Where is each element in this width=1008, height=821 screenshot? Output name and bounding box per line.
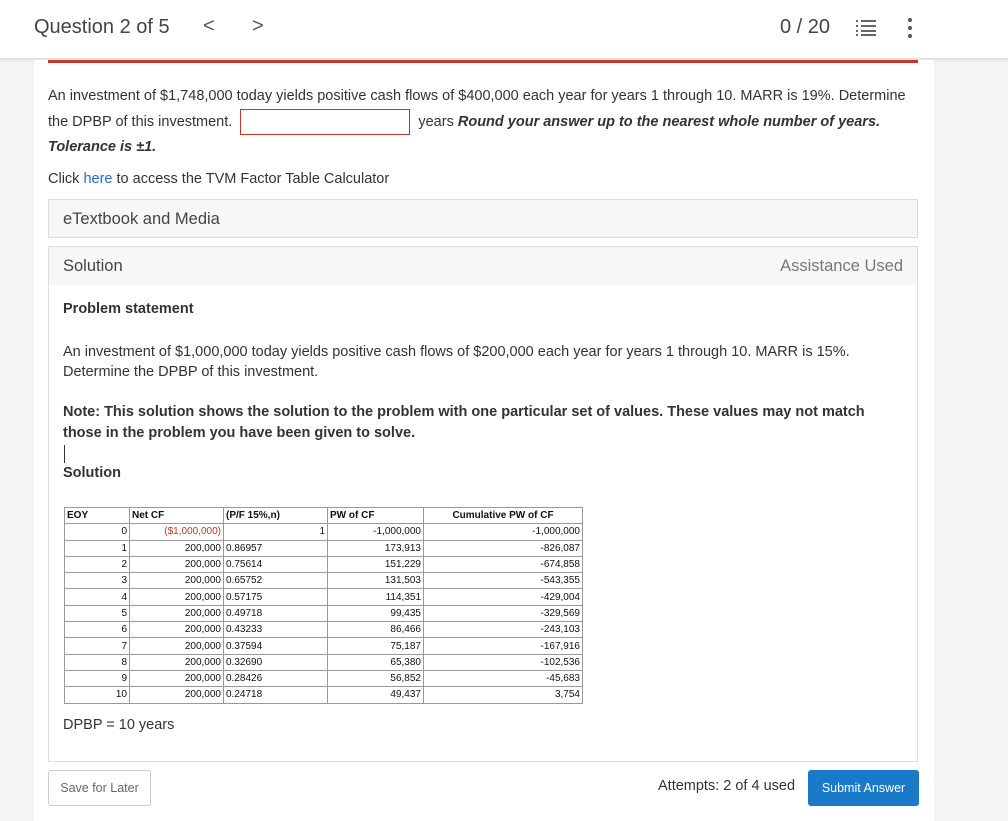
cell-eoy: 8	[65, 654, 130, 670]
cell-eoy: 2	[65, 556, 130, 572]
table-row	[65, 638, 583, 654]
cell-cumulative-pw: -543,355	[424, 573, 583, 589]
header-pw-cf: PW of CF	[328, 508, 424, 524]
submit-answer-button[interactable]: Submit Answer	[808, 770, 919, 806]
dpbp-result: DPBP = 10 years	[63, 717, 175, 733]
cell-pw-cf: 114,351	[328, 589, 424, 605]
cell-cumulative-pw: -243,103	[424, 622, 583, 638]
cell-pw-cf: 151,229	[328, 556, 424, 572]
cell-pw-cf: 86,466	[328, 622, 424, 638]
table-row	[65, 556, 583, 572]
cell-cumulative-pw: -674,858	[424, 556, 583, 572]
cell-eoy: 0	[65, 524, 130, 540]
attempts-counter: Attempts: 2 of 4 used	[658, 778, 796, 794]
etextbook-title: eTextbook and Media	[63, 210, 220, 228]
cell-pw-cf: 75,187	[328, 638, 424, 654]
cell-pf-factor: 0.75614	[224, 556, 328, 572]
cell-cumulative-pw: -429,004	[424, 589, 583, 605]
cell-net-cf: 200,000	[130, 654, 224, 670]
cell-cumulative-pw: -45,683	[424, 670, 583, 686]
tvm-suffix: to access the TVM Factor Table Calculator	[116, 171, 390, 187]
cell-cumulative-pw: -167,916	[424, 638, 583, 654]
cell-net-cf: 200,000	[130, 556, 224, 572]
cell-pf-factor: 0.65752	[224, 573, 328, 589]
cell-net-cf: 200,000	[130, 622, 224, 638]
cell-eoy: 4	[65, 589, 130, 605]
cell-pf-factor: 0.37594	[224, 638, 328, 654]
next-question-button[interactable]: >	[252, 15, 264, 37]
table-row	[65, 589, 583, 605]
cell-pf-factor: 0.49718	[224, 605, 328, 621]
table-row	[65, 622, 583, 638]
cell-net-cf: 200,000	[130, 605, 224, 621]
table-row	[65, 654, 583, 670]
cell-net-cf: ($1,000,000)	[130, 524, 224, 540]
save-for-later-button[interactable]: Save for Later	[48, 770, 151, 806]
header-cumulative-pw: Cumulative PW of CF	[424, 508, 583, 524]
solution-note: Note: This solution shows the solution to the problem with one particular set of values. These values may not match those in the problem you have been given to solve.	[63, 404, 865, 441]
table-row	[65, 687, 583, 703]
cell-cumulative-pw: -329,569	[424, 605, 583, 621]
cell-pf-factor: 0.43233	[224, 622, 328, 638]
table-row	[65, 670, 583, 686]
cell-pw-cf: 131,503	[328, 573, 424, 589]
header-eoy: EOY	[65, 508, 130, 524]
cell-pf-factor: 0.28426	[224, 670, 328, 686]
cell-cumulative-pw: -826,087	[424, 540, 583, 556]
cell-eoy: 5	[65, 605, 130, 621]
cell-pw-cf: 65,380	[328, 654, 424, 670]
answer-instruction: Round your answer up to the nearest whole number of years. Tolerance is ±1.	[48, 113, 881, 155]
cell-pf-factor: 0.24718	[224, 687, 328, 703]
tvm-prefix: Click	[48, 171, 80, 187]
cell-eoy: 10	[65, 687, 130, 703]
cell-pf-factor: 0.57175	[224, 589, 328, 605]
error-indicator-line	[48, 60, 918, 63]
cell-net-cf: 200,000	[130, 638, 224, 654]
cell-net-cf: 200,000	[130, 540, 224, 556]
score-display: 0 / 20	[780, 16, 831, 38]
assistance-used-label: Assistance Used	[780, 257, 903, 275]
cell-eoy: 7	[65, 638, 130, 654]
cell-pf-factor: 0.32690	[224, 654, 328, 670]
problem-statement-heading: Problem statement	[63, 301, 194, 317]
problem-statement-text: An investment of $1,000,000 today yields positive cash flows of $200,000 each year for years 1 through 10. MARR is 15%. Determine the DPBP of this investment.	[63, 344, 850, 380]
cell-pf-factor: 1	[224, 524, 328, 540]
cell-pw-cf: 49,437	[328, 687, 424, 703]
solution-heading: Solution	[63, 465, 121, 481]
tvm-calculator-line	[48, 171, 389, 187]
table-row	[65, 573, 583, 589]
cell-net-cf: 200,000	[130, 687, 224, 703]
question-counter: Question 2 of 5	[34, 16, 170, 38]
previous-question-button[interactable]: <	[203, 15, 215, 37]
table-row	[65, 524, 583, 540]
cell-cumulative-pw: -1,000,000	[424, 524, 583, 540]
question-prompt: An investment of $1,748,000 today yields positive cash flows of $400,000 each year for years 1 through 10. MARR is 19%. Determine the DPBP of this investment.	[48, 88, 906, 130]
cell-pw-cf: 173,913	[328, 540, 424, 556]
answer-input[interactable]	[240, 109, 410, 135]
solution-body	[48, 285, 918, 762]
cell-eoy: 1	[65, 540, 130, 556]
cell-cumulative-pw: -102,536	[424, 654, 583, 670]
tvm-calculator-link[interactable]: here	[83, 171, 113, 187]
header-pf-factor: (P/F 15%,n)	[224, 508, 328, 524]
top-bar	[0, 0, 1008, 59]
table-header-row	[65, 508, 583, 524]
text-cursor	[64, 445, 65, 463]
cell-pw-cf: 99,435	[328, 605, 424, 621]
header-net-cf: Net CF	[130, 508, 224, 524]
cell-eoy: 9	[65, 670, 130, 686]
cell-eoy: 6	[65, 622, 130, 638]
table-row	[65, 605, 583, 621]
cell-net-cf: 200,000	[130, 670, 224, 686]
question-list-icon[interactable]	[856, 19, 876, 37]
cell-eoy: 3	[65, 573, 130, 589]
cell-pf-factor: 0.86957	[224, 540, 328, 556]
cell-cumulative-pw: 3,754	[424, 687, 583, 703]
etextbook-panel[interactable]	[48, 199, 918, 238]
question-text	[48, 84, 918, 160]
table-row	[65, 540, 583, 556]
cell-pw-cf: -1,000,000	[328, 524, 424, 540]
solution-table	[64, 507, 583, 704]
solution-panel-header[interactable]	[48, 246, 918, 286]
answer-unit: years	[418, 113, 454, 130]
cell-net-cf: 200,000	[130, 589, 224, 605]
solution-title: Solution	[63, 257, 123, 275]
more-options-icon[interactable]	[905, 17, 915, 39]
cell-pw-cf: 56,852	[328, 670, 424, 686]
cell-net-cf: 200,000	[130, 573, 224, 589]
